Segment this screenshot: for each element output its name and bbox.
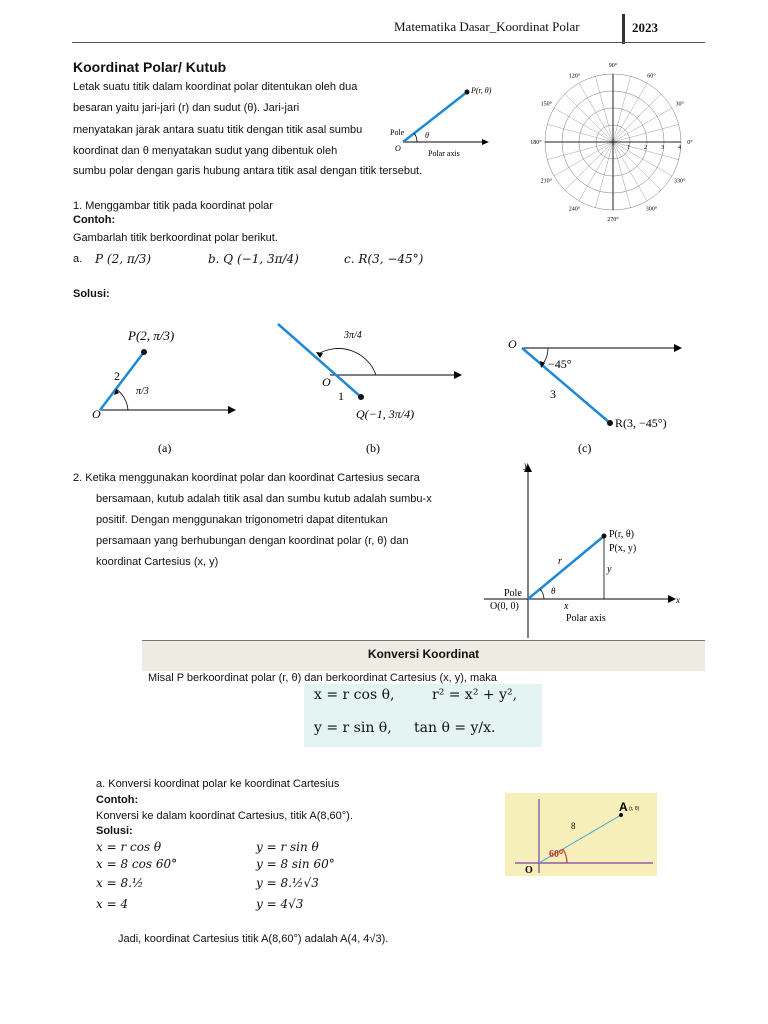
radius-label: 8 <box>571 821 576 831</box>
intro-line: sumbu polar dengan garis hubung antara titik asal dengan titik tersebut. <box>73 165 423 177</box>
axis-label: Polar axis <box>428 149 460 158</box>
sol-right: y = 8 sin 60° <box>256 857 335 871</box>
angle-tick-label: 180° <box>530 140 542 146</box>
sol-left: x = 4 <box>96 897 129 911</box>
grid-spoke <box>613 94 661 142</box>
angle-label: 3π/4 <box>344 330 362 341</box>
grid-spoke <box>579 142 613 201</box>
grid-spoke <box>565 94 613 142</box>
section-title: Koordinat Polar/ Kutub <box>73 59 227 75</box>
arrowhead <box>454 371 462 379</box>
part2-line: koordinat Cartesius (x, y) <box>96 556 219 568</box>
sol-left: x = 8 cos 60° <box>96 857 178 871</box>
origin-label: O <box>395 144 401 153</box>
pole-label: Pole <box>390 128 405 137</box>
figure-b <box>268 318 468 458</box>
grid-spoke <box>613 142 631 208</box>
origin-label: O <box>322 375 331 389</box>
part2-line: bersamaan, kutub adalah titik asal dan sumbu kutub adalah sumbu-x <box>96 493 432 505</box>
intro-line: besaran yaitu jari-jari (r) dan sudut (θ). Jari-jari <box>73 102 300 114</box>
header-separator <box>622 14 625 44</box>
radius-line <box>528 536 604 599</box>
grid-spoke <box>595 142 613 208</box>
angle-tick-label: 60° <box>647 73 656 80</box>
x-label: x <box>564 601 569 612</box>
formula-tan: tan θ = y/x. <box>414 720 496 736</box>
grid-spoke <box>579 83 613 142</box>
part-a-heading: a. Konversi koordinat polar ke koordinat Cartesius <box>96 778 340 790</box>
grid-spoke <box>613 142 661 190</box>
radius-tick-label: 3 <box>661 145 664 151</box>
solusi-label: Solusi: <box>96 825 133 837</box>
grid-spoke <box>613 76 631 142</box>
r-label: r <box>558 556 562 567</box>
angle-label: π/3 <box>136 386 149 397</box>
formula-r2: r² = x² + y², <box>432 687 518 703</box>
angle-tick-label: 300° <box>645 206 658 213</box>
grid-spoke <box>613 108 672 142</box>
sol-left: x = r cos θ <box>96 840 162 854</box>
theta-label: θ <box>425 131 429 140</box>
pole-label: Pole <box>504 588 522 599</box>
theta-label: θ <box>551 586 556 596</box>
angle-label: −45° <box>548 357 572 371</box>
origin-label: O <box>508 337 517 351</box>
coord-label: (r, θ) <box>629 806 640 812</box>
figure-c <box>500 330 700 460</box>
konversi-title: Konversi Koordinat <box>367 647 480 661</box>
task-text: Konversi ke dalam koordinat Cartesius, titik A(8,60°). <box>96 810 353 822</box>
caption: (a) <box>158 441 172 455</box>
angle-tick-label: 90° <box>608 63 618 69</box>
radius-tick-label: 1 <box>627 145 630 151</box>
formula-x: x = r cos θ, <box>314 687 395 703</box>
point-label: P(r, θ) <box>471 86 492 95</box>
point-dot <box>465 90 470 95</box>
item-a-point: P (2, π/3) <box>95 252 152 266</box>
sol-right: y = 8.½√3 <box>256 876 319 890</box>
contoh-label: Contoh: <box>96 794 139 806</box>
conclusion: Jadi, koordinat Cartesius titik A(8,60°) adalah A(4, 4√3). <box>118 933 389 945</box>
point-label: P(2, π/3) <box>128 328 175 343</box>
intro-figure <box>385 80 505 160</box>
origin-label: O(0, 0) <box>490 601 519 612</box>
point-dot <box>607 420 613 426</box>
intro-line: menyatakan jarak antara suatu titik dengan titik asal sumbu <box>73 124 363 136</box>
item-a-label: a. <box>73 253 83 265</box>
angle-tick-label: 330° <box>673 178 686 185</box>
grid-spoke <box>554 142 613 176</box>
angle-tick-label: 0° <box>687 140 693 146</box>
point-label-polar: P(r, θ) <box>609 529 634 540</box>
radius-tick-label: 2 <box>644 145 647 151</box>
radius-tick-label: 4 <box>678 145 681 151</box>
point-dot <box>358 394 364 400</box>
radius-line <box>403 92 467 142</box>
grid-spoke <box>613 142 647 201</box>
y-axis-label: y <box>524 460 528 470</box>
axis-label: Polar axis <box>566 613 606 624</box>
angle-tick-label: 150° <box>540 101 553 108</box>
header-rule <box>72 42 705 43</box>
cartesian-figure <box>476 456 696 638</box>
y-label: y <box>607 564 612 575</box>
grid-spoke <box>565 142 613 190</box>
grid-spoke <box>613 124 679 142</box>
arrowhead <box>228 406 236 414</box>
part2-line: persamaan yang berhubungan dengan koordinat polar (r, θ) dan <box>96 535 409 547</box>
x-axis-label: x <box>676 595 680 605</box>
origin-label: O <box>525 865 533 876</box>
polar-grid <box>530 62 693 222</box>
solusi-label: Solusi: <box>73 288 110 300</box>
arrowhead <box>674 344 682 352</box>
header-title: Matematika Dasar_Koordinat Polar <box>394 19 580 34</box>
part1-heading: 1. Menggambar titik pada koordinat polar <box>73 200 273 212</box>
figure-a <box>88 318 248 458</box>
task-text: Gambarlah titik berkoordinat polar berikut. <box>73 232 278 244</box>
point-dot <box>141 349 147 355</box>
polar-grid-figure <box>518 62 708 222</box>
formula-box <box>304 684 542 747</box>
radius-label: 1 <box>338 389 344 403</box>
misal-text: Misal P berkoordinat polar (r, θ) dan berkoordinat Cartesius (x, y), maka <box>148 672 497 684</box>
part2-line: 2. Ketika menggunakan koordinat polar dan koordinat Cartesius secara <box>73 472 420 484</box>
angle-tick-label: 270° <box>607 217 619 222</box>
konversi-header <box>142 640 705 671</box>
angle-tick-label: 240° <box>568 206 581 213</box>
arrowhead <box>482 139 489 145</box>
caption: (c) <box>578 441 592 455</box>
intro-line: koordinat dan θ menyatakan sudut yang dibentuk oleh <box>73 145 338 157</box>
origin-label: O <box>92 407 101 421</box>
grid-spoke <box>547 124 613 142</box>
radius-label: 2 <box>114 369 120 383</box>
contoh-label: Contoh: <box>73 214 116 226</box>
figure-A <box>505 793 657 876</box>
part2-line: positif. Dengan menggunakan trigonometri dapat ditentukan <box>96 514 388 526</box>
angle-tick-label: 30° <box>675 101 684 108</box>
item-c-point: c. R(3, −45°) <box>344 252 424 266</box>
grid-spoke <box>547 142 613 160</box>
intro-line: Letak suatu titik dalam koordinat polar ditentukan oleh dua <box>73 81 358 93</box>
point-label-cartesian: P(x, y) <box>609 543 637 554</box>
radius-label: 3 <box>550 387 556 401</box>
angle-label: 60⁰ <box>549 849 564 860</box>
sol-left: x = 8.½ <box>96 876 144 890</box>
point-label: A <box>619 800 628 814</box>
sol-right: y = r sin θ <box>256 840 319 854</box>
point-label: Q(−1, 3π/4) <box>356 407 415 421</box>
radius-line <box>100 352 144 410</box>
item-b-point: b. Q (−1, 3π/4) <box>208 252 299 266</box>
grid-spoke <box>613 83 647 142</box>
angle-tick-label: 120° <box>568 73 581 80</box>
sol-right: y = 4√3 <box>256 897 304 911</box>
formula-y: y = r sin θ, <box>314 720 392 736</box>
angle-tick-label: 210° <box>540 178 553 185</box>
point-label: R(3, −45°) <box>615 416 667 430</box>
grid-spoke <box>554 108 613 142</box>
header-year: 2023 <box>632 20 658 35</box>
grid-spoke <box>595 76 613 142</box>
caption: (b) <box>366 441 380 455</box>
